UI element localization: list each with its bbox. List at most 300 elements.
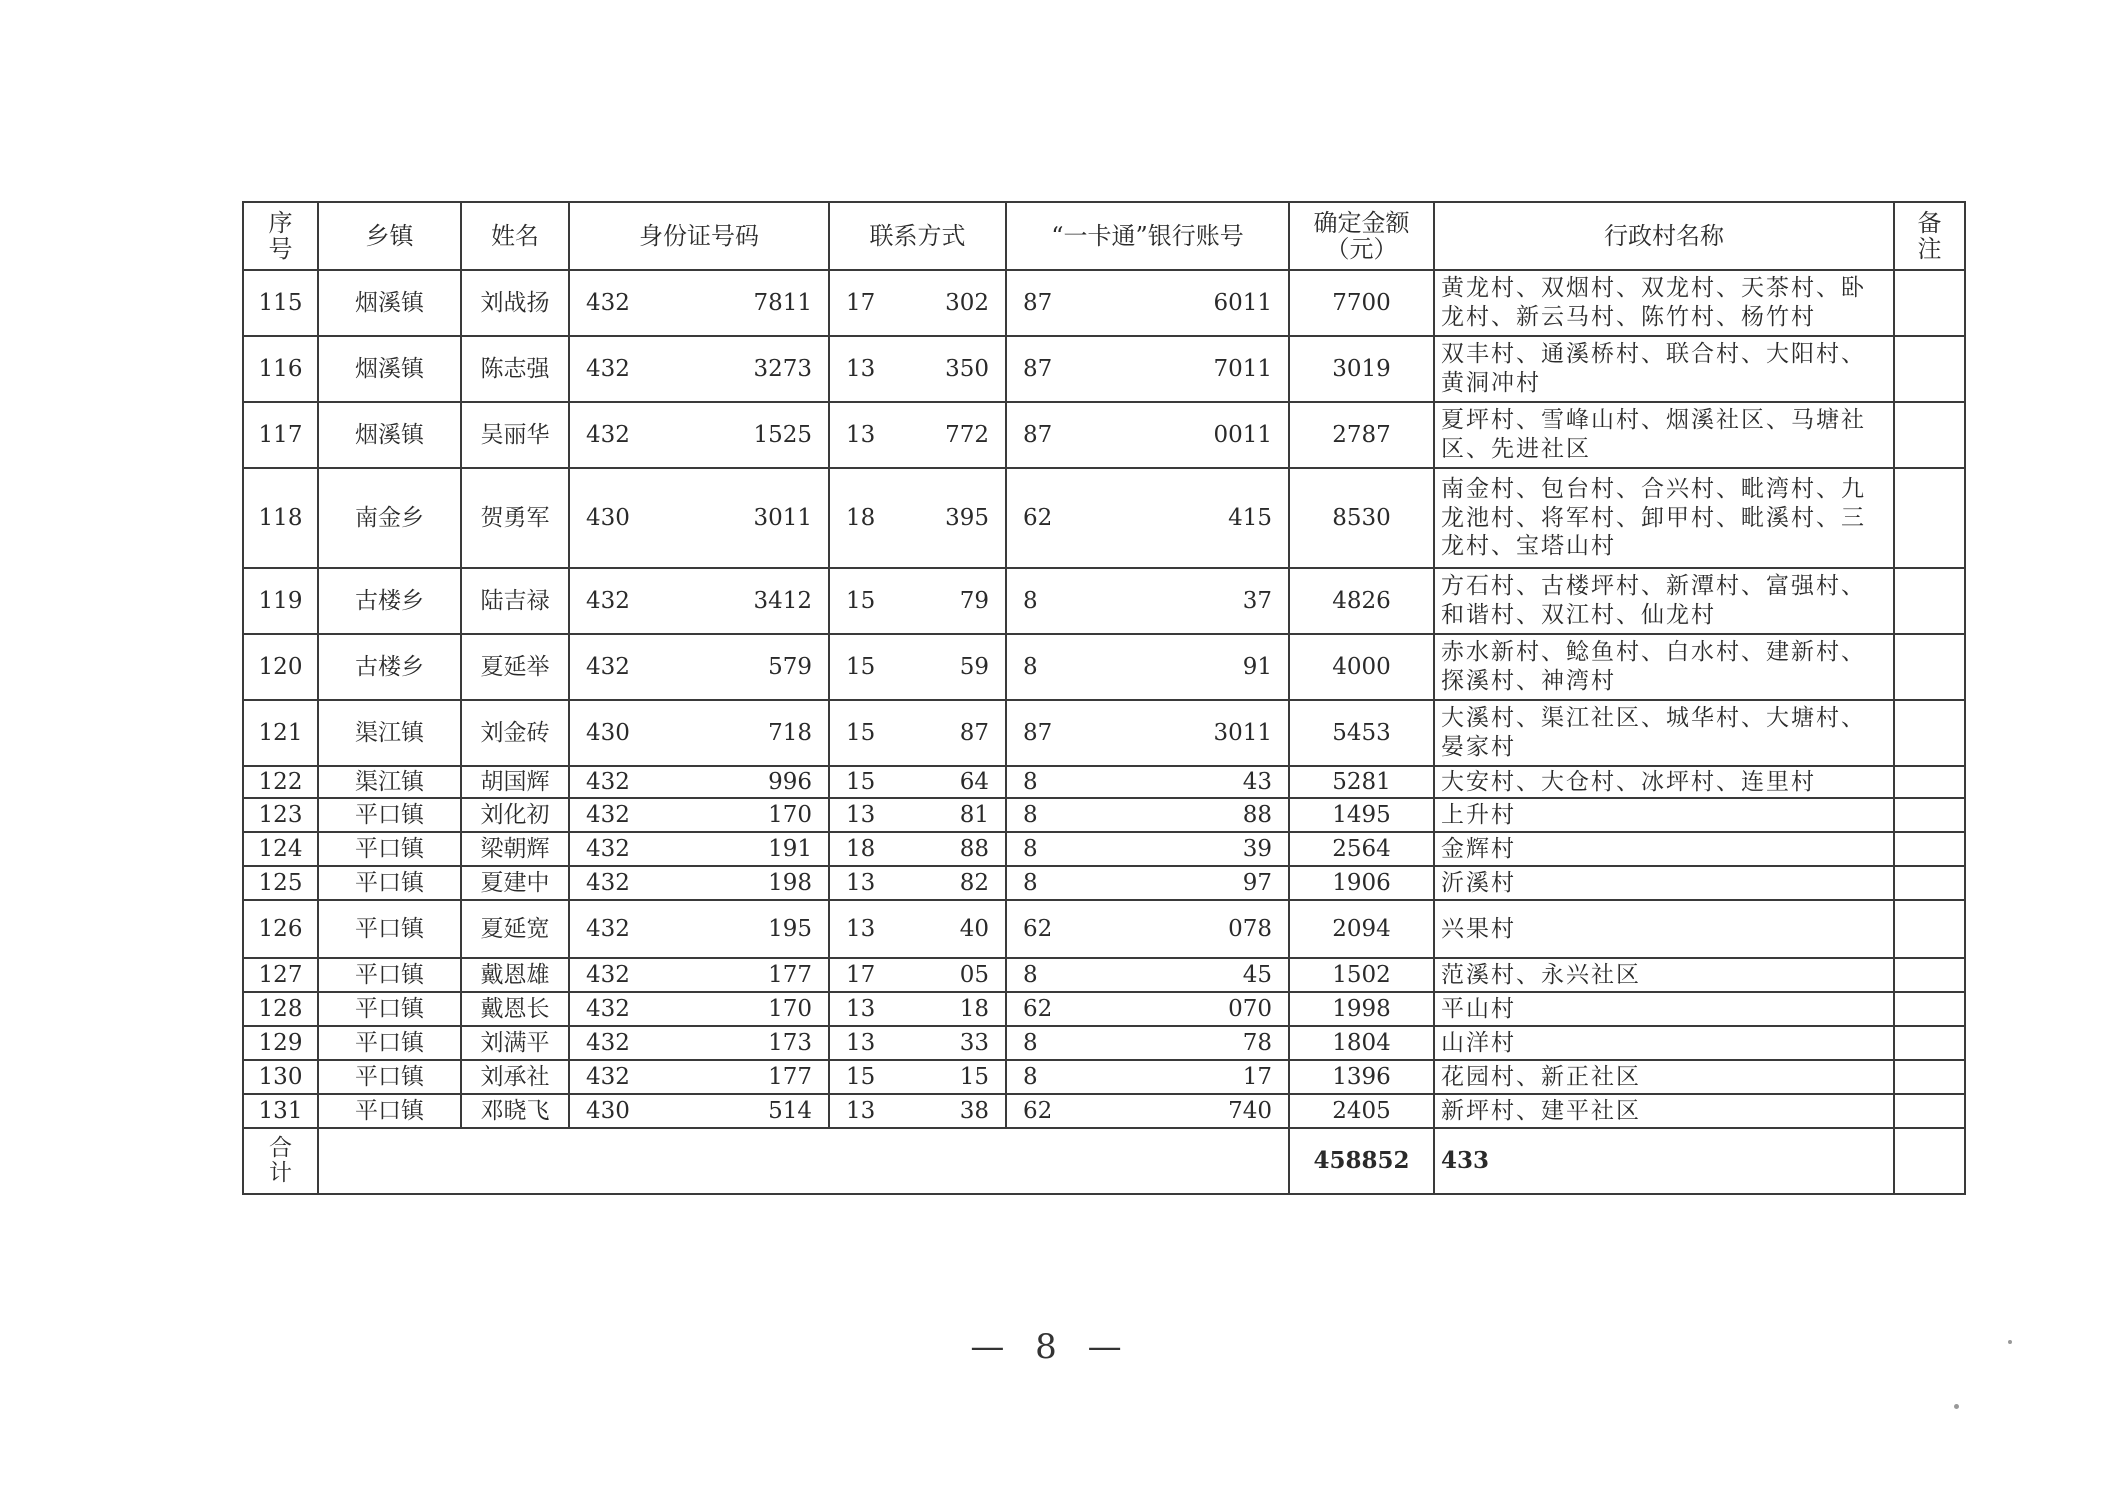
- row-name: 夏建中: [461, 866, 569, 900]
- bank-start: 87: [1023, 719, 1053, 746]
- phone-start: 15: [846, 719, 876, 746]
- phone-start: 13: [846, 1029, 876, 1056]
- id-end: 191: [768, 835, 812, 862]
- row-town: 平口镇: [318, 992, 461, 1026]
- phone-start: 13: [846, 801, 876, 828]
- table-row: [243, 568, 1965, 634]
- bank-end: 45: [1242, 961, 1272, 988]
- row-seq: 121: [243, 700, 318, 766]
- bank-start: 8: [1023, 869, 1038, 896]
- row-amount: 1998: [1289, 992, 1434, 1026]
- id-end: 718: [768, 719, 812, 746]
- table-row: [243, 402, 1965, 468]
- table-row: [243, 700, 1965, 766]
- row-bank: [1006, 1026, 1289, 1060]
- scan-speck: [1954, 1404, 1959, 1409]
- phone-start: 17: [846, 961, 876, 988]
- row-villages: [1434, 634, 1894, 700]
- row-bank: [1006, 900, 1289, 958]
- village-line: 平山村: [1441, 995, 1516, 1022]
- id-end: 173: [768, 1029, 812, 1056]
- row-amount: 1502: [1289, 958, 1434, 992]
- bank-end: 91: [1242, 653, 1272, 680]
- id-start: 432: [586, 653, 630, 680]
- row-name: 邓晓飞: [461, 1094, 569, 1128]
- bank-end: 415: [1228, 504, 1272, 531]
- row-amount: 4826: [1289, 568, 1434, 634]
- bank-end: 740: [1228, 1097, 1272, 1124]
- village-line: 晏家村: [1441, 734, 1516, 760]
- row-name: 吴丽华: [461, 402, 569, 468]
- row-amount: 1906: [1289, 866, 1434, 900]
- phone-end: 05: [959, 961, 989, 988]
- phone-start: 13: [846, 355, 876, 382]
- row-remark: [1894, 798, 1965, 832]
- row-bank: [1006, 798, 1289, 832]
- bank-end: 17: [1242, 1063, 1272, 1090]
- row-amount: 5453: [1289, 700, 1434, 766]
- table-row: [243, 900, 1965, 958]
- phone-end: 64: [959, 768, 989, 795]
- row-phone: [829, 1026, 1006, 1060]
- total-blank: [318, 1128, 1289, 1194]
- row-seq: 127: [243, 958, 318, 992]
- phone-end: 81: [959, 801, 989, 828]
- id-end: 1525: [753, 421, 812, 448]
- table-row: [243, 1060, 1965, 1094]
- row-seq: 124: [243, 832, 318, 866]
- row-town: 古楼乡: [318, 568, 461, 634]
- row-town: 平口镇: [318, 866, 461, 900]
- phone-start: 13: [846, 915, 876, 942]
- row-remark: [1894, 1060, 1965, 1094]
- id-end: 3412: [753, 587, 812, 614]
- bank-start: 62: [1023, 1097, 1053, 1124]
- phone-end: 79: [959, 587, 989, 614]
- row-remark: [1894, 900, 1965, 958]
- row-phone: [829, 992, 1006, 1026]
- id-end: 170: [768, 995, 812, 1022]
- village-line: 南金村、包台村、合兴村、毗湾村、九: [1441, 475, 1866, 502]
- row-bank: [1006, 568, 1289, 634]
- phone-end: 18: [959, 995, 989, 1022]
- row-phone: [829, 900, 1006, 958]
- total-label: 合 计: [243, 1128, 318, 1194]
- table-row: [243, 1094, 1965, 1128]
- village-line: 方石村、古楼坪村、新潭村、富强村、: [1441, 573, 1866, 600]
- row-name: 胡国辉: [461, 766, 569, 798]
- phone-end: 395: [945, 504, 989, 531]
- bank-start: 8: [1023, 961, 1038, 988]
- id-end: 195: [768, 915, 812, 942]
- row-id: [569, 958, 829, 992]
- bank-start: 62: [1023, 995, 1053, 1022]
- row-id: [569, 992, 829, 1026]
- row-id: [569, 634, 829, 700]
- id-end: 3011: [753, 504, 812, 531]
- row-seq: 117: [243, 402, 318, 468]
- village-line: 龙村、新云马村、陈竹村、杨竹村: [1441, 304, 1816, 330]
- village-line: 黄洞冲村: [1441, 370, 1541, 396]
- row-town: 平口镇: [318, 1060, 461, 1094]
- row-seq: 129: [243, 1026, 318, 1060]
- bank-start: 8: [1023, 1029, 1038, 1056]
- table-row: [243, 336, 1965, 402]
- village-line: 范溪村、永兴社区: [1441, 961, 1641, 988]
- total-row: [243, 1128, 1965, 1194]
- village-line: 黄龙村、双烟村、双龙村、天茶村、卧: [1441, 275, 1866, 302]
- phone-end: 772: [945, 421, 989, 448]
- row-seq: 115: [243, 270, 318, 336]
- row-name: 夏延宽: [461, 900, 569, 958]
- row-name: 刘承社: [461, 1060, 569, 1094]
- row-seq: 128: [243, 992, 318, 1026]
- row-seq: 131: [243, 1094, 318, 1128]
- row-bank: [1006, 402, 1289, 468]
- village-line: 大安村、大仓村、冰坪村、连里村: [1441, 768, 1816, 795]
- row-id: [569, 1060, 829, 1094]
- row-villages: [1434, 992, 1894, 1026]
- row-amount: 1495: [1289, 798, 1434, 832]
- row-seq: 119: [243, 568, 318, 634]
- row-remark: [1894, 634, 1965, 700]
- bank-end: 37: [1242, 587, 1272, 614]
- row-villages: [1434, 1026, 1894, 1060]
- id-start: 432: [586, 421, 630, 448]
- row-villages: [1434, 568, 1894, 634]
- row-villages: [1434, 402, 1894, 468]
- village-line: 区、先进社区: [1441, 436, 1591, 462]
- bank-end: 97: [1242, 869, 1272, 896]
- row-seq: 120: [243, 634, 318, 700]
- row-seq: 122: [243, 766, 318, 798]
- phone-start: 15: [846, 653, 876, 680]
- bank-start: 8: [1023, 653, 1038, 680]
- phone-start: 15: [846, 1063, 876, 1090]
- header-id: 身份证号码: [569, 202, 829, 270]
- village-line: 赤水新村、鲶鱼村、白水村、建新村、: [1441, 639, 1866, 666]
- row-phone: [829, 270, 1006, 336]
- table-row: [243, 766, 1965, 798]
- row-villages: [1434, 866, 1894, 900]
- row-id: [569, 832, 829, 866]
- row-id: [569, 900, 829, 958]
- subsidy-table: [242, 201, 1966, 1195]
- row-seq: 123: [243, 798, 318, 832]
- id-start: 432: [586, 1029, 630, 1056]
- row-id: [569, 336, 829, 402]
- id-start: 432: [586, 355, 630, 382]
- header-seq: 序 号: [243, 202, 318, 270]
- row-villages: [1434, 766, 1894, 798]
- row-phone: [829, 1094, 1006, 1128]
- row-amount: 2787: [1289, 402, 1434, 468]
- row-town: 烟溪镇: [318, 336, 461, 402]
- row-bank: [1006, 832, 1289, 866]
- row-seq: 125: [243, 866, 318, 900]
- row-villages: [1434, 798, 1894, 832]
- row-remark: [1894, 336, 1965, 402]
- bank-end: 078: [1228, 915, 1272, 942]
- row-town: 烟溪镇: [318, 402, 461, 468]
- row-remark: [1894, 1094, 1965, 1128]
- row-amount: 2405: [1289, 1094, 1434, 1128]
- row-town: 平口镇: [318, 798, 461, 832]
- row-town: 平口镇: [318, 1094, 461, 1128]
- row-villages: [1434, 468, 1894, 568]
- total-remark: [1894, 1128, 1965, 1194]
- village-line: 兴果村: [1441, 915, 1516, 942]
- id-end: 177: [768, 961, 812, 988]
- phone-start: 13: [846, 421, 876, 448]
- id-start: 432: [586, 801, 630, 828]
- row-remark: [1894, 270, 1965, 336]
- row-amount: 2094: [1289, 900, 1434, 958]
- row-phone: [829, 832, 1006, 866]
- row-remark: [1894, 832, 1965, 866]
- table-row: [243, 468, 1965, 568]
- row-name: 夏延举: [461, 634, 569, 700]
- bank-start: 87: [1023, 355, 1053, 382]
- row-name: 梁朝辉: [461, 832, 569, 866]
- row-id: [569, 766, 829, 798]
- phone-start: 18: [846, 835, 876, 862]
- row-bank: [1006, 958, 1289, 992]
- header-remark: 备 注: [1894, 202, 1965, 270]
- row-town: 南金乡: [318, 468, 461, 568]
- row-villages: [1434, 832, 1894, 866]
- phone-end: 33: [959, 1029, 989, 1056]
- row-name: 刘金砖: [461, 700, 569, 766]
- row-bank: [1006, 634, 1289, 700]
- bank-end: 3011: [1213, 719, 1272, 746]
- bank-end: 070: [1228, 995, 1272, 1022]
- id-end: 170: [768, 801, 812, 828]
- row-id: [569, 402, 829, 468]
- phone-end: 302: [945, 289, 989, 316]
- village-line: 山洋村: [1441, 1029, 1516, 1056]
- row-id: [569, 700, 829, 766]
- row-town: 渠江镇: [318, 700, 461, 766]
- page-number: — 8 —: [970, 1327, 1132, 1367]
- row-id: [569, 1094, 829, 1128]
- row-name: 贺勇军: [461, 468, 569, 568]
- row-villages: [1434, 958, 1894, 992]
- row-id: [569, 270, 829, 336]
- row-seq: 130: [243, 1060, 318, 1094]
- row-bank: [1006, 766, 1289, 798]
- row-remark: [1894, 958, 1965, 992]
- row-villages: [1434, 700, 1894, 766]
- row-phone: [829, 568, 1006, 634]
- row-amount: 1804: [1289, 1026, 1434, 1060]
- row-amount: 3019: [1289, 336, 1434, 402]
- id-start: 432: [586, 768, 630, 795]
- id-start: 432: [586, 1063, 630, 1090]
- id-end: 579: [768, 653, 812, 680]
- row-town: 古楼乡: [318, 634, 461, 700]
- row-bank: [1006, 866, 1289, 900]
- row-town: 烟溪镇: [318, 270, 461, 336]
- phone-start: 18: [846, 504, 876, 531]
- table-row: [243, 866, 1965, 900]
- id-start: 432: [586, 587, 630, 614]
- row-name: 刘化初: [461, 798, 569, 832]
- id-end: 177: [768, 1063, 812, 1090]
- bank-start: 8: [1023, 835, 1038, 862]
- id-start: 430: [586, 719, 630, 746]
- total-amount: 458852: [1289, 1128, 1434, 1194]
- id-start: 430: [586, 504, 630, 531]
- header-phone: 联系方式: [829, 202, 1006, 270]
- row-id: [569, 568, 829, 634]
- id-start: 432: [586, 289, 630, 316]
- row-seq: 126: [243, 900, 318, 958]
- bank-start: 87: [1023, 289, 1053, 316]
- row-phone: [829, 798, 1006, 832]
- village-line: 和谐村、双江村、仙龙村: [1441, 602, 1716, 628]
- header-row: [243, 202, 1965, 270]
- bank-end: 7011: [1213, 355, 1272, 382]
- row-phone: [829, 1060, 1006, 1094]
- village-line: 金辉村: [1441, 835, 1516, 862]
- row-name: 陈志强: [461, 336, 569, 402]
- id-end: 198: [768, 869, 812, 896]
- phone-end: 82: [959, 869, 989, 896]
- row-amount: 4000: [1289, 634, 1434, 700]
- village-line: 沂溪村: [1441, 869, 1516, 896]
- phone-start: 17: [846, 289, 876, 316]
- bank-start: 8: [1023, 801, 1038, 828]
- id-start: 432: [586, 915, 630, 942]
- row-phone: [829, 336, 1006, 402]
- row-name: 刘战扬: [461, 270, 569, 336]
- village-line: 龙村、宝塔山村: [1441, 533, 1616, 560]
- phone-end: 87: [959, 719, 989, 746]
- village-line: 大溪村、渠江社区、城华村、大塘村、: [1441, 705, 1866, 732]
- row-id: [569, 798, 829, 832]
- row-bank: [1006, 1094, 1289, 1128]
- bank-end: 88: [1242, 801, 1272, 828]
- village-line: 上升村: [1441, 801, 1516, 828]
- row-amount: 2564: [1289, 832, 1434, 866]
- row-remark: [1894, 992, 1965, 1026]
- row-name: 陆吉禄: [461, 568, 569, 634]
- header-bank: “一卡通”银行账号: [1006, 202, 1289, 270]
- row-phone: [829, 402, 1006, 468]
- row-id: [569, 866, 829, 900]
- phone-end: 15: [959, 1063, 989, 1090]
- bank-end: 43: [1242, 768, 1272, 795]
- table-row: [243, 1026, 1965, 1060]
- row-bank: [1006, 270, 1289, 336]
- row-name: 戴恩雄: [461, 958, 569, 992]
- header-name: 姓名: [461, 202, 569, 270]
- id-start: 432: [586, 835, 630, 862]
- phone-end: 88: [959, 835, 989, 862]
- row-remark: [1894, 766, 1965, 798]
- phone-start: 13: [846, 1097, 876, 1124]
- id-end: 7811: [753, 289, 812, 316]
- phone-end: 59: [959, 653, 989, 680]
- phone-start: 13: [846, 869, 876, 896]
- phone-start: 13: [846, 995, 876, 1022]
- row-villages: [1434, 270, 1894, 336]
- phone-start: 15: [846, 768, 876, 795]
- table-row: [243, 958, 1965, 992]
- row-town: 平口镇: [318, 1026, 461, 1060]
- bank-start: 62: [1023, 915, 1053, 942]
- row-town: 平口镇: [318, 900, 461, 958]
- bank-end: 39: [1242, 835, 1272, 862]
- village-line: 花园村、新正社区: [1441, 1063, 1641, 1090]
- row-phone: [829, 766, 1006, 798]
- row-amount: 8530: [1289, 468, 1434, 568]
- header-village: 行政村名称: [1434, 202, 1894, 270]
- table-row: [243, 798, 1965, 832]
- id-start: 432: [586, 961, 630, 988]
- row-remark: [1894, 402, 1965, 468]
- document-sheet: [242, 201, 1964, 1196]
- village-line: 双丰村、通溪桥村、联合村、大阳村、: [1441, 341, 1866, 368]
- row-bank: [1006, 700, 1289, 766]
- row-phone: [829, 634, 1006, 700]
- row-id: [569, 468, 829, 568]
- row-phone: [829, 866, 1006, 900]
- row-bank: [1006, 336, 1289, 402]
- row-remark: [1894, 468, 1965, 568]
- row-town: 平口镇: [318, 958, 461, 992]
- row-amount: 5281: [1289, 766, 1434, 798]
- row-name: 戴恩长: [461, 992, 569, 1026]
- table-row: [243, 832, 1965, 866]
- bank-start: 87: [1023, 421, 1053, 448]
- header-town: 乡镇: [318, 202, 461, 270]
- phone-end: 38: [959, 1097, 989, 1124]
- village-line: 探溪村、神湾村: [1441, 668, 1616, 694]
- id-start: 430: [586, 1097, 630, 1124]
- row-remark: [1894, 866, 1965, 900]
- bank-end: 78: [1242, 1029, 1272, 1056]
- row-villages: [1434, 336, 1894, 402]
- village-line: 新坪村、建平社区: [1441, 1097, 1641, 1124]
- table-body: [243, 270, 1965, 1128]
- row-villages: [1434, 1094, 1894, 1128]
- row-villages: [1434, 900, 1894, 958]
- village-line: 夏坪村、雪峰山村、烟溪社区、马塘社: [1441, 407, 1866, 434]
- row-phone: [829, 700, 1006, 766]
- row-amount: 1396: [1289, 1060, 1434, 1094]
- table-row: [243, 270, 1965, 336]
- bank-start: 8: [1023, 768, 1038, 795]
- row-phone: [829, 468, 1006, 568]
- bank-start: 8: [1023, 1063, 1038, 1090]
- total-village-count: 433: [1434, 1128, 1894, 1194]
- row-phone: [829, 958, 1006, 992]
- phone-end: 40: [959, 915, 989, 942]
- row-remark: [1894, 568, 1965, 634]
- phone-start: 15: [846, 587, 876, 614]
- id-end: 3273: [753, 355, 812, 382]
- row-remark: [1894, 700, 1965, 766]
- phone-end: 350: [945, 355, 989, 382]
- row-bank: [1006, 468, 1289, 568]
- row-villages: [1434, 1060, 1894, 1094]
- row-seq: 116: [243, 336, 318, 402]
- id-start: 432: [586, 995, 630, 1022]
- header-amount: 确定金额 （元）: [1289, 202, 1434, 270]
- row-remark: [1894, 1026, 1965, 1060]
